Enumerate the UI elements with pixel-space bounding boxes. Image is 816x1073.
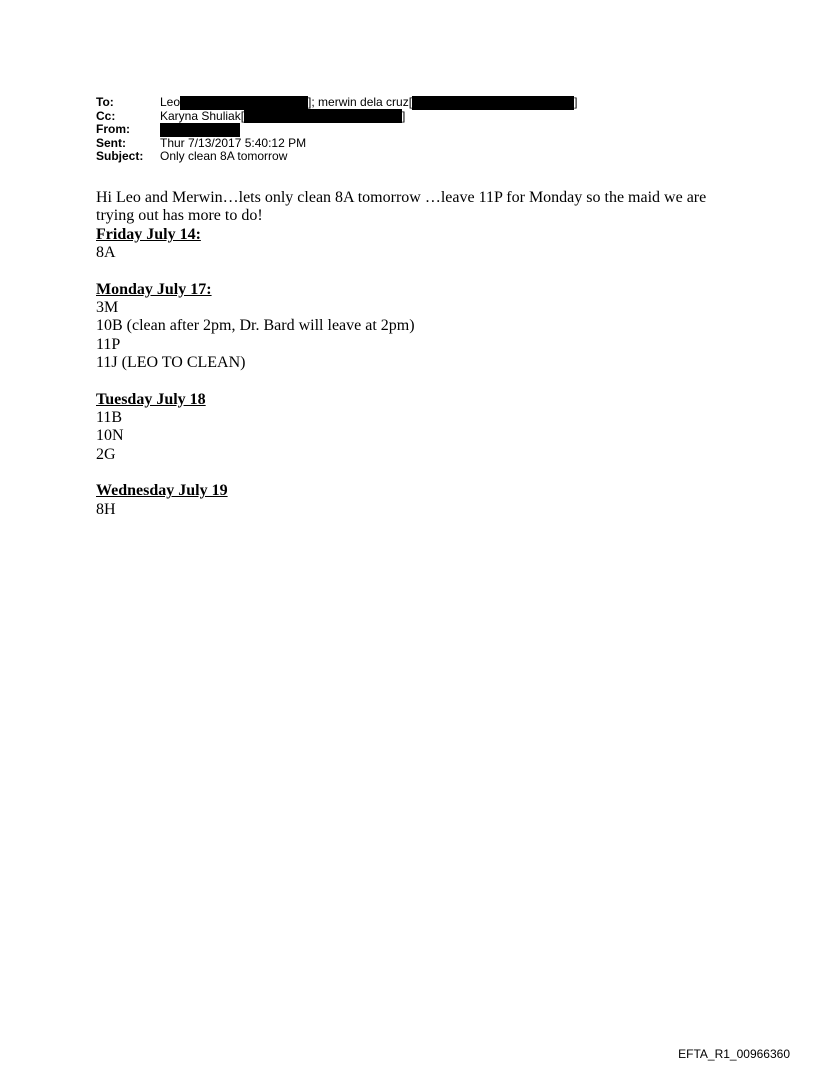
from-row xyxy=(96,123,577,137)
to-label: To: xyxy=(96,95,114,109)
day-tuesday xyxy=(96,391,736,465)
cc-recipient: Karyna Shuliak[ xyxy=(160,108,245,123)
day-title: Wednesday July 19 xyxy=(96,482,228,500)
room-item: 8H xyxy=(96,500,116,518)
day-friday xyxy=(96,226,736,263)
intro-paragraph: Hi Leo and Merwin…lets only clean 8A tomorrow …leave 11P for Monday so the maid we are trying out has more to do! xyxy=(96,189,707,225)
subject-row xyxy=(96,150,577,164)
sent-row xyxy=(96,137,577,151)
day-title: Monday July 17: xyxy=(96,280,212,298)
day-title: Tuesday July 18 xyxy=(96,390,206,408)
redaction-box xyxy=(244,109,402,123)
room-item: 11P xyxy=(96,335,121,353)
from-label: From: xyxy=(96,122,130,136)
day-title: Friday July 14: xyxy=(96,225,201,243)
day-wednesday xyxy=(96,482,736,519)
email-header xyxy=(96,96,577,164)
to-close: ] xyxy=(574,95,578,109)
room-item: 11B xyxy=(96,409,123,427)
to-row xyxy=(96,96,577,110)
cc-row xyxy=(96,110,577,124)
sent-label: Sent: xyxy=(96,135,126,150)
subject-value: Only clean 8A tomorrow xyxy=(160,149,288,163)
cc-close: ] xyxy=(402,108,406,123)
sent-value: Thur 7/13/2017 5:40:12 PM xyxy=(160,135,307,150)
room-item: 10N xyxy=(96,427,124,445)
redaction-box xyxy=(180,96,308,110)
subject-label: Subject: xyxy=(96,149,144,163)
day-monday xyxy=(96,281,736,373)
document-id: EFTA_R1_00966360 xyxy=(678,1047,790,1061)
to-recipient-1: Leo xyxy=(160,95,181,109)
email-body xyxy=(96,189,736,519)
cc-label: Cc: xyxy=(96,108,116,123)
redaction-box xyxy=(412,96,574,110)
to-separator: ]; merwin dela cruz[ xyxy=(308,95,413,109)
room-item: 11J (LEO TO CLEAN) xyxy=(96,354,246,372)
room-item: 2G xyxy=(96,445,116,463)
redaction-box xyxy=(160,123,240,137)
room-item: 8A xyxy=(96,244,116,262)
room-item: 3M xyxy=(96,299,119,317)
room-item: 10B (clean after 2pm, Dr. Bard will leave at 2pm) xyxy=(96,317,415,335)
